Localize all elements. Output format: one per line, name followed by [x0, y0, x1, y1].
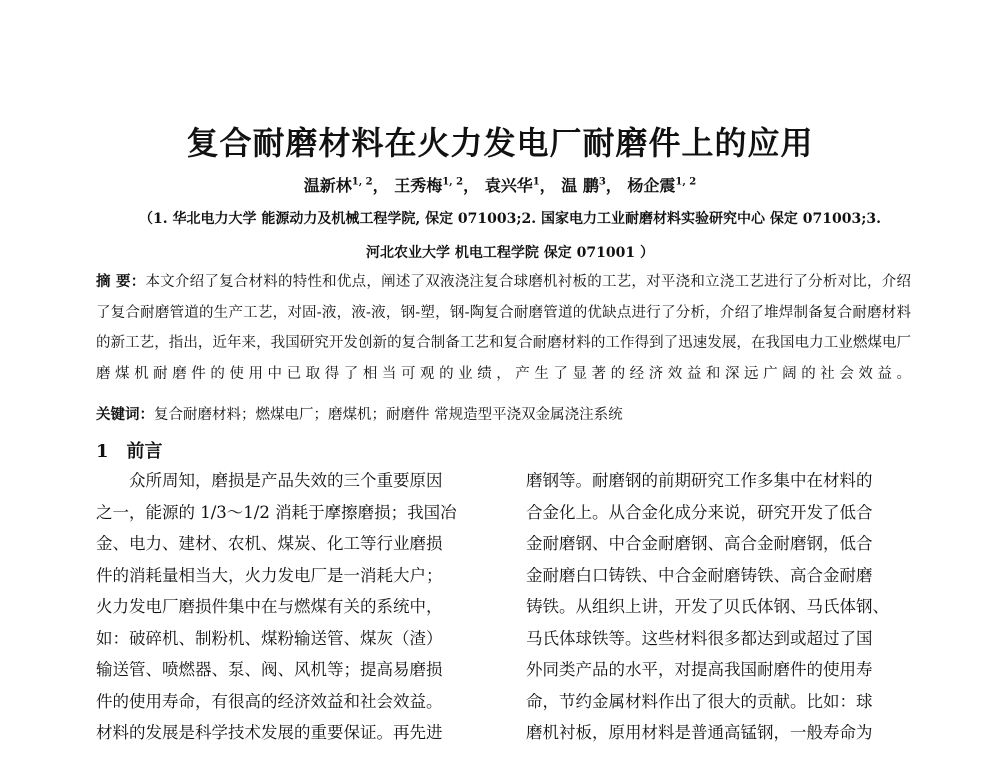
author-name: 袁兴华 [484, 176, 533, 195]
author-name: 杨企震 [627, 176, 676, 195]
right-column [526, 465, 921, 749]
author-list: 温新林$^{1, 2}$， 王秀梅$^{1, 2}$， 袁兴华$^1$， 温 鹏$^3$， 杨企震$^{1, 2}$ [303, 176, 697, 195]
author-affiliation-number: 1 [532, 176, 540, 188]
body-line: 命，节约金属材料作出了很大的贡献。比如：球 [526, 691, 873, 711]
author-affiliation-number: 3 [598, 176, 606, 188]
body-line: 众所周知，磨损是产品失效的三个重要原因 [129, 471, 443, 490]
body-line: 件的使用寿命，有很高的经济效益和社会效益。 [96, 691, 443, 711]
abstract-text: 本文介绍了复合材料的特性和优点，阐述了双液浇注复合球磨机衬板的工艺，对平浇和立浇工艺进行了分析对比，介绍了复合耐磨管道的生产工艺，对固-液，液-液，钢-塑，钢-陶复合耐磨管道的优缺点进行了分析，介绍了堆焊制备复合耐磨材料的新工艺，指出，近年来，我国研究开发创新的复合制备工艺和复合耐磨材料的工作得到了迅速发展，在我国电力工业燃煤电厂磨煤机耐磨件的使用中已取得了相当可观的业绩，产生了显著的经济效益和深远广阔的社会效益。 [96, 274, 911, 382]
body-line: 金耐磨白口铸铁、中合金耐磨铸铁、高合金耐磨 [526, 565, 873, 585]
keywords-text: 复合耐磨材料；燃煤电厂；磨煤机；耐磨件 常规造型平浇双金属浇注系统 [154, 407, 623, 423]
author-affiliation-number: 1, 2 [442, 176, 464, 188]
body-line: 火力发电厂磨损件集中在与燃煤有关的系统中， [96, 597, 443, 616]
affiliation-line: 河北农业大学 机电工程学院 保定 071001 ） [366, 245, 654, 261]
keywords [96, 400, 911, 431]
section-heading: 1 前言 [96, 441, 163, 462]
abstract [96, 267, 911, 417]
author-name: 温新林 [303, 176, 352, 195]
author-name: 王秀梅 [394, 176, 443, 195]
author-name: 温 鹏 [561, 176, 599, 195]
affiliation-line: （1. 华北电力大学 能源动力及机械工程学院, 保定 071003;2. 国家电力工业耐磨材料实验研究中心 保定 071003;3. [138, 211, 882, 227]
body-line: 之一，能源的 1/3～1/2 消耗于摩擦磨损；我国冶 [96, 502, 457, 522]
body-line: 合金化上。从合金化成分来说，研究开发了低合 [526, 502, 873, 522]
body-line: 磨机衬板，原用材料是普通高锰钢，一般寿命为 [526, 723, 873, 742]
keywords-label: 关键词： [96, 406, 154, 423]
abstract-label: 摘 要： [96, 273, 146, 290]
author-affiliation-number: 1, 2 [675, 176, 697, 188]
body-line: 材料的发展是科学技术发展的重要保证。再先进 [96, 723, 443, 742]
body-line: 输送管、喷燃器、泵、阀、风机等；提高易磨损 [96, 660, 443, 679]
body-line: 金耐磨钢、中合金耐磨钢、高合金耐磨钢，低合 [526, 534, 873, 553]
body-line: 件的消耗量相当大，火力发电厂是一消耗大户； [96, 565, 443, 585]
body-line: 磨钢等。耐磨钢的前期研究工作多集中在材料的 [526, 471, 873, 490]
body-line: 外同类产品的水平，对提高我国耐磨件的使用寿 [526, 660, 873, 679]
author-affiliation-number: 1, 2 [351, 176, 373, 188]
body-line: 马氏体球铁等。这些材料很多都达到或超过了国 [526, 628, 873, 648]
left-column [96, 465, 484, 749]
body-line: 如：破碎机、制粉机、煤粉输送管、煤灰（渣） [96, 628, 443, 648]
paper-title: 复合耐磨材料在火力发电厂耐磨件上的应用 [186, 124, 814, 162]
body-line: 金、电力、建材、农机、煤炭、化工等行业磨损 [96, 534, 443, 553]
body-line: 铸铁。从组织上讲，开发了贝氏体钢、马氏体钢、 [526, 597, 889, 616]
